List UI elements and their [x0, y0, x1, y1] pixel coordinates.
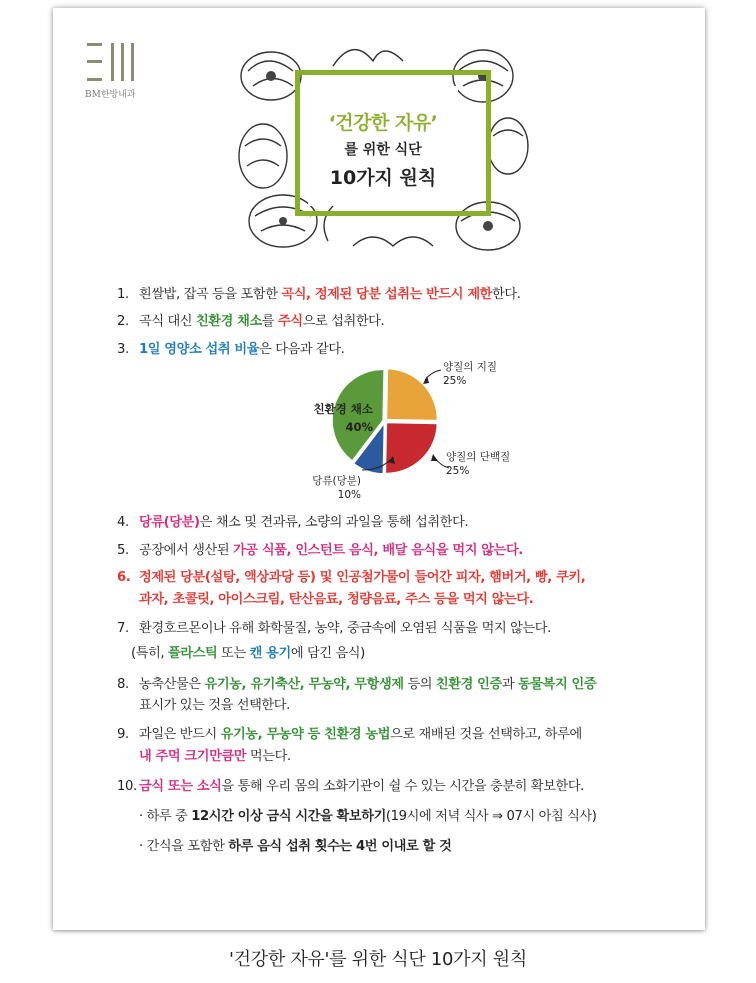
rule-10-bullet-2: [139, 838, 451, 856]
rule-highlight: 동물복지 인증: [517, 677, 597, 692]
rule-text: 으로 섭취한다.: [302, 314, 385, 329]
header-title-rules: 10가지 원칙: [329, 167, 437, 189]
rule-text: 먹는다.: [246, 749, 291, 764]
pie-slice-lipid: [386, 369, 437, 421]
slice-label-sugar: [265, 474, 361, 502]
rule-number: 7.: [117, 621, 129, 636]
rule-10: [117, 778, 584, 796]
rule-text: 농축산물은: [139, 677, 205, 692]
rule-text: 과: [501, 677, 518, 692]
pie-slice-protein: [385, 422, 437, 473]
slice-value: 10%: [337, 489, 361, 501]
rule-highlight: 내 주먹 크기만큼만: [139, 749, 247, 764]
slice-label-vegetable: [253, 400, 373, 436]
rule-text: 흰쌀밥, 잡곡 등을 포함한: [139, 287, 282, 302]
rule-highlight: 정제된 당분(설탕, 액상과당 등) 및 인공첨가물이 들어간 피자, 햄버거, 빵, 쿠키,: [139, 570, 586, 585]
rule-number: 2.: [117, 314, 129, 329]
nutrient-ratio-chart: [243, 358, 673, 508]
clinic-logo: [85, 41, 155, 100]
rule-7: [117, 620, 551, 638]
rule-text: 공장에서 생산된: [139, 543, 233, 558]
rule-text: 또는: [217, 646, 250, 661]
rule-text: 으로 재배된 것을 선택하고, 하루에: [390, 727, 582, 742]
rule-number: 1.: [117, 287, 129, 302]
rule-2: [117, 313, 384, 331]
clinic-name: BM한방내과: [85, 90, 136, 100]
rule-text: 과일은 반드시: [139, 727, 221, 742]
rule-highlight: 유기농, 유기축산, 무농약, 무항생제: [204, 677, 404, 692]
rule-text: · 간식을 포함한: [139, 839, 229, 854]
slice-name: 양질의 단백질: [446, 451, 511, 463]
slice-value: 40%: [345, 420, 373, 434]
slice-label-protein: [446, 450, 510, 478]
slice-name: 친환경 채소: [313, 402, 373, 416]
rule-5: [117, 542, 523, 560]
rule-9-cont: [139, 748, 291, 766]
rule-number: 8.: [117, 677, 129, 692]
slice-name: 양질의 지질: [443, 361, 498, 373]
slice-name: 당류(당분): [312, 475, 361, 487]
rule-6: [117, 569, 585, 587]
rule-number: 5.: [117, 543, 129, 558]
rule-6-cont: [139, 591, 533, 609]
rule-highlight: 1일 영양소 섭취 비율: [139, 342, 260, 357]
rule-highlight: 과자, 초콜릿, 아이스크림, 탄산음료, 청량음료, 주스 등을 먹지 않는다.: [139, 592, 534, 607]
rule-7-cont: [131, 645, 365, 663]
bm-logo-mark-icon: [85, 41, 145, 83]
rule-text: 은 다음과 같다.: [259, 342, 345, 357]
rule-text: (특히,: [131, 646, 169, 661]
rule-text: 등의: [403, 677, 436, 692]
rule-highlight: 하루 음식 섭취 횟수는 4번 이내로 할 것: [228, 839, 452, 854]
rule-10-bullet-1: [139, 808, 597, 826]
slice-label-lipid: [443, 360, 497, 388]
header-card: [308, 86, 458, 206]
rule-text: 표시가 있는 것을 선택한다.: [139, 698, 290, 713]
rule-text: 곡식 대신: [139, 314, 196, 329]
rule-text: (19시에 저녁 식사 ⇒ 07시 아침 식사): [385, 809, 597, 824]
rule-text: 를: [261, 314, 278, 329]
rule-4: [117, 514, 468, 532]
rule-number: 6.: [117, 570, 131, 585]
rule-highlight: 곡식, 정제된 당분 섭취는 반드시 제한: [281, 287, 493, 302]
arrow-protein-icon: [431, 454, 438, 461]
rule-highlight: 캔 용기: [249, 646, 291, 661]
rule-highlight: 금식 또는 소식: [139, 779, 222, 794]
rule-8-cont: [139, 697, 290, 715]
rule-1: [117, 286, 521, 304]
slice-value: 25%: [446, 465, 470, 477]
rule-highlight: 12시간 이상 금식 시간을 확보하기: [191, 809, 386, 824]
rule-8: [117, 676, 596, 694]
slice-value: 25%: [443, 375, 467, 387]
rule-highlight: 플라스틱: [168, 646, 218, 661]
rule-highlight: 주식: [277, 314, 303, 329]
rule-highlight: 유기농, 무농약 등 친환경 농법: [220, 727, 391, 742]
page-caption: '건강한 자유'를 위한 식단 10가지 원칙: [229, 949, 527, 970]
rule-text: 을 통해 우리 몸의 소화기관이 쉴 수 있는 시간을 충분히 확보한다.: [221, 779, 584, 794]
header-title-main: ‘건강한 자유’: [328, 112, 438, 134]
rule-number: 3.: [117, 342, 129, 357]
rule-highlight: 가공 식품, 인스턴트 음식, 배달 음식을 먹지 않는다.: [232, 543, 523, 558]
rule-highlight: 친환경 인증: [435, 677, 502, 692]
rule-highlight: 친환경 채소: [195, 314, 262, 329]
rule-text: 환경호르몬이나 유해 화학물질, 농약, 중금속에 오염된 식품을 먹지 않는다.: [139, 621, 551, 636]
header-title-sub: 를 위한 식단: [344, 142, 422, 158]
rule-number: 9.: [117, 727, 129, 742]
rule-text: 에 담긴 음식): [290, 646, 365, 661]
rule-text: 은 채소 및 견과류, 소량의 과일을 통해 섭취한다.: [199, 515, 469, 530]
rule-text: 한다.: [492, 287, 521, 302]
rule-highlight: 당류(당분): [139, 515, 200, 530]
rule-number: 4.: [117, 515, 129, 530]
diet-sheet: [53, 8, 705, 930]
rule-number: 10.: [117, 779, 137, 794]
rule-3: [117, 341, 344, 359]
rule-text: · 하루 중: [139, 809, 192, 824]
rule-9: [117, 726, 582, 744]
